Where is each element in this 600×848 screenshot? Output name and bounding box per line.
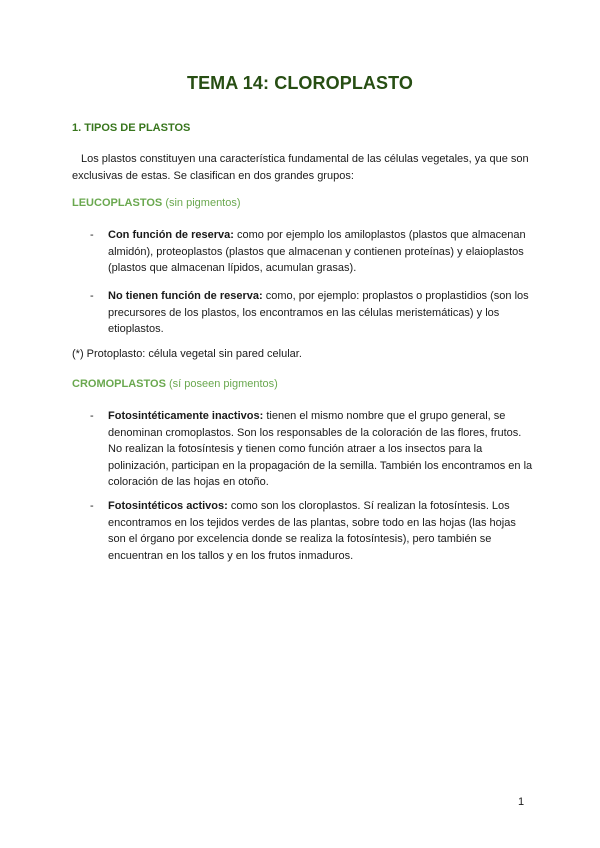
document-title: TEMA 14: CLOROPLASTO: [186, 73, 413, 93]
list-item-text: como por ejemplo los amiloplastos (plastos que almacenan almidón), proteoplastos (plastos que almacenan y contienen proteínas) y elaioplastos (plastos que almacenan lípidos, acumulan grasas).: [108, 229, 526, 274]
list-item-text: tienen el mismo nombre que el grupo general, se denominan cromoplastos. Son los responsables de la coloración de las flores, frutos. No realizan la fotosíntesis y tienen como función atraer a los insectos para la polinización, participan en la propagación de la semilla. También los encontramos en la coloración de las hojas en otoño.: [108, 410, 533, 488]
list-dash: -: [90, 290, 94, 302]
list-item-fotosinteticamente-inactivos: [90, 408, 535, 491]
cromoplastos-qualifier: (sí poseen pigmentos): [168, 378, 278, 390]
leucoplastos-title: LEUCOPLASTOS: [72, 197, 163, 209]
cromoplastos-title: CROMOPLASTOS: [72, 378, 166, 390]
list-dash: -: [90, 229, 94, 241]
list-item-term: Con función de reserva:: [108, 229, 234, 241]
page-number: 1: [518, 796, 525, 808]
leucoplastos-qualifier: (sin pigmentos): [165, 197, 241, 209]
list-item-text: como son los cloroplastos. Sí realizan la fotosíntesis. Los encontramos en los tejidos verdes de las plantas, sobre todo en las hojas (las hojas son el órgano por excelencia donde se realiza la fotosíntesis), pero también se encuentran en los tallos y en los frutos inmaduros.: [108, 500, 516, 562]
section-heading-tipos-de-plastos: 1. TIPOS DE PLASTOS: [72, 122, 191, 134]
intro-paragraph: Los plastos constituyen una característica fundamental de las células vegetales, ya que son exclusivas de estas. Se clasifican en dos grandes grupos:: [72, 153, 529, 182]
protoplasto-note: (*) Protoplasto: célula vegetal sin pared celular.: [72, 348, 302, 360]
list-item-term: Fotosintéticamente inactivos:: [108, 410, 264, 422]
list-dash: -: [90, 500, 94, 512]
list-item-con-funcion-reserva: [90, 227, 535, 277]
list-item-text: como, por ejemplo: proplastos o proplastidios (son los precursores de los plastos, los encontramos en las células meristemáticas) y los etioplastos.: [108, 290, 529, 335]
list-dash: -: [90, 410, 94, 422]
list-item-term: No tienen función de reserva:: [108, 290, 263, 302]
cromoplastos-heading: [72, 378, 278, 390]
leucoplastos-heading: [72, 197, 241, 209]
list-item-sin-funcion-reserva: [90, 288, 535, 338]
list-item-term: Fotosintéticos activos:: [108, 500, 228, 512]
list-item-fotosinteticos-activos: [90, 498, 535, 564]
